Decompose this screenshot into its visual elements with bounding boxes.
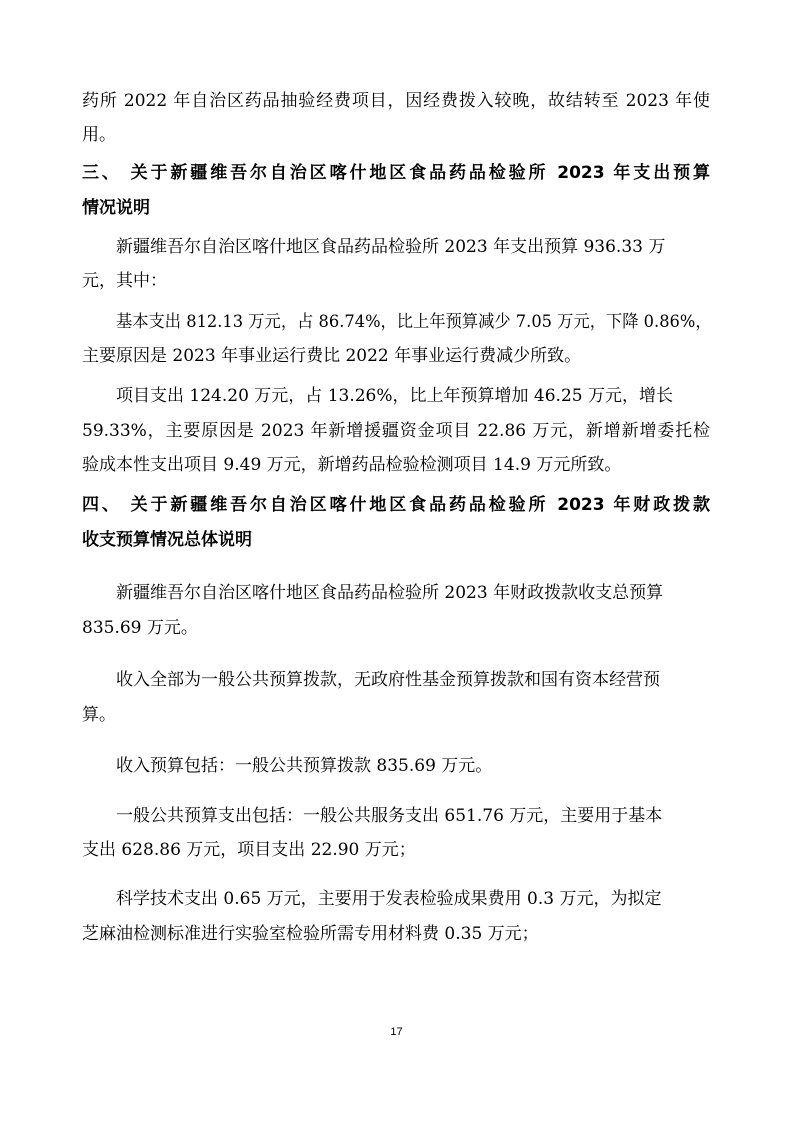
- body-text-line: 验成本性支出项目 9.49 万元，新增药品检验检测项目 14.9 万元所致。: [82, 455, 622, 475]
- body-text-line: 用。: [82, 125, 116, 145]
- section-heading: 三、 关于新疆维吾尔自治区喀什地区食品药品检验所 2023 年支出预算: [82, 163, 710, 183]
- body-text-line: 一般公共预算支出包括：一般公共服务支出 651.76 万元，主要用于基本: [116, 806, 663, 826]
- body-text-line: 新疆维吾尔自治区喀什地区食品药品检验所 2023 年财政拨款收支总预算: [116, 583, 664, 603]
- body-text-line: 支出 628.86 万元，项目支出 22.90 万元；: [82, 840, 416, 860]
- body-text-line: 元，其中：: [82, 271, 167, 291]
- body-text-line: 新疆维吾尔自治区喀什地区食品药品检验所 2023 年支出预算 936.33 万: [116, 237, 666, 257]
- page-number: 17: [390, 1026, 403, 1038]
- body-text-line: 59.33%，主要原因是 2023 年新增援疆资金项目 22.86 万元，新增新增委托检: [82, 421, 710, 441]
- section-heading: 收支预算情况总体说明: [82, 530, 252, 550]
- body-text-line: 芝麻油检测标准进行实验室检验所需专用材料费 0.35 万元；: [82, 924, 539, 944]
- body-text-line: 主要原因是 2023 年事业运行费比 2022 年事业运行费减少所致。: [82, 346, 582, 366]
- section-heading: 情况说明: [82, 198, 150, 218]
- body-text-line: 收入全部为一般公共预算拨款，无政府性基金预算拨款和国有资本经营预: [116, 670, 660, 690]
- body-text-line: 算。: [82, 705, 116, 725]
- body-text-line: 项目支出 124.20 万元，占 13.26%，比上年预算增加 46.25 万元，增长: [116, 386, 673, 406]
- body-text-line: 药所 2022 年自治区药品抽验经费项目，因经费拨入较晚，故结转至 2023 年使: [82, 91, 710, 111]
- body-text-line: 科学技术支出 0.65 万元，主要用于发表检验成果费用 0.3 万元，为拟定: [116, 889, 662, 909]
- body-text-line: 收入预算包括：一般公共预算拨款 835.69 万元。: [116, 756, 493, 776]
- body-text-line: 基本支出 812.13 万元，占 86.74%，比上年预算减少 7.05 万元，下降 0.86%，: [116, 312, 712, 332]
- section-heading: 四、 关于新疆维吾尔自治区喀什地区食品药品检验所 2023 年财政拨款: [82, 495, 710, 515]
- body-text-line: 835.69 万元。: [82, 618, 198, 638]
